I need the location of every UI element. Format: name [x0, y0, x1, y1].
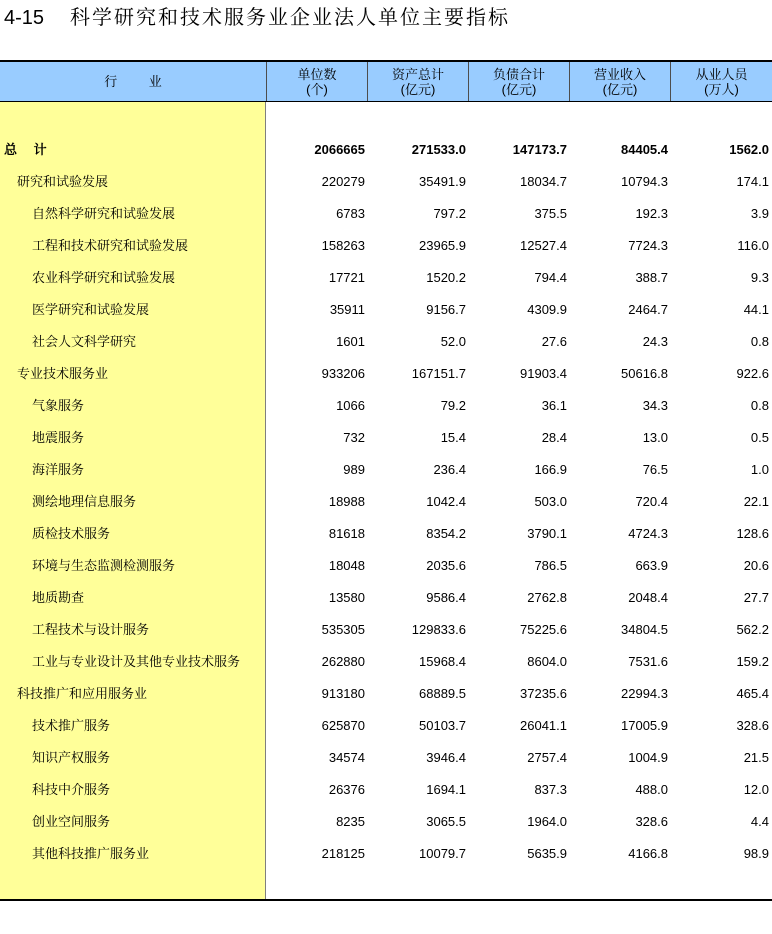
total-liabilities-value: 837.3	[534, 782, 567, 797]
table-row	[0, 358, 772, 390]
total-assets-value: 1694.1	[426, 782, 466, 797]
unit-count-value: 933206	[321, 366, 365, 381]
operating-revenue-value: 34.3	[642, 398, 668, 413]
total-liabilities-value: 18034.7	[520, 174, 567, 189]
total-liabilities-value: 8604.0	[527, 654, 567, 669]
header-total-liabilities-label: 负债合计	[492, 66, 545, 82]
total-assets-value: 3946.4	[426, 750, 466, 765]
total-liabilities-value: 27.6	[541, 334, 567, 349]
employees-value: 116.0	[737, 238, 769, 253]
total-liabilities-value: 2757.4	[527, 750, 567, 765]
operating-revenue-value: 663.9	[635, 558, 668, 573]
employees-value: 9.3	[750, 270, 769, 285]
industry-label: 地质勘查	[32, 590, 85, 605]
unit-count-value: 13580	[328, 590, 365, 605]
employees-value: 21.5	[743, 750, 769, 765]
total-liabilities-value: 12527.4	[520, 238, 567, 253]
table-row	[0, 230, 772, 262]
total-liabilities-value: 503.0	[534, 494, 567, 509]
industry-label: 知识产权服务	[32, 750, 111, 765]
total-assets-value: 50103.7	[419, 718, 466, 733]
employees-value: 465.4	[736, 686, 769, 701]
industry-label: 医学研究和试验发展	[32, 302, 150, 317]
total-liabilities-value: 28.4	[541, 430, 567, 445]
industry-label: 测绘地理信息服务	[32, 494, 137, 509]
header-unit-count	[266, 62, 367, 101]
unit-count-value: 218125	[321, 846, 365, 861]
operating-revenue-value: 720.4	[635, 494, 668, 509]
total-liabilities-value: 794.4	[534, 270, 567, 285]
total-assets-value: 129833.6	[411, 622, 466, 637]
unit-count-value: 8235	[336, 814, 365, 829]
employees-value: 0.8	[750, 334, 769, 349]
total-liabilities-value: 26041.1	[520, 718, 567, 733]
operating-revenue-value: 1004.9	[628, 750, 668, 765]
employees-value: 1.0	[750, 462, 769, 477]
total-assets-value: 2035.6	[426, 558, 466, 573]
industry-label: 工程技术与设计服务	[32, 622, 150, 637]
operating-revenue-value: 22994.3	[621, 686, 668, 701]
unit-count-value: 262880	[321, 654, 365, 669]
table-row	[0, 454, 772, 486]
total-assets-value: 1520.2	[426, 270, 466, 285]
industry-label: 农业科学研究和试验发展	[32, 270, 176, 285]
header-employees	[670, 62, 772, 101]
table-row	[0, 198, 772, 230]
header-operating-revenue-unit: (亿元)	[602, 81, 638, 97]
unit-count-value: 6783	[336, 206, 365, 221]
unit-count-value: 2066665	[314, 142, 365, 157]
industry-label: 研究和试验发展	[17, 174, 109, 189]
operating-revenue-value: 13.0	[642, 430, 668, 445]
industry-label: 工程和技术研究和试验发展	[32, 238, 189, 253]
employees-value: 0.8	[750, 398, 769, 413]
unit-count-value: 18048	[328, 558, 365, 573]
table-row	[0, 422, 772, 454]
industry-label: 总 计	[4, 142, 47, 157]
employees-value: 128.6	[736, 526, 769, 541]
total-assets-value: 15968.4	[419, 654, 466, 669]
total-liabilities-value: 2762.8	[527, 590, 567, 605]
table-row	[0, 678, 772, 710]
table-row	[0, 390, 772, 422]
total-liabilities-value: 147173.7	[512, 142, 567, 157]
operating-revenue-value: 2464.7	[628, 302, 668, 317]
operating-revenue-value: 7724.3	[628, 238, 668, 253]
unit-count-value: 625870	[321, 718, 365, 733]
operating-revenue-value: 4724.3	[628, 526, 668, 541]
table-row	[0, 518, 772, 550]
operating-revenue-value: 488.0	[635, 782, 668, 797]
employees-value: 3.9	[750, 206, 769, 221]
table-body	[0, 134, 772, 870]
total-assets-value: 3065.5	[426, 814, 466, 829]
table-row	[0, 166, 772, 198]
unit-count-value: 989	[343, 462, 365, 477]
total-liabilities-value: 786.5	[534, 558, 567, 573]
total-assets-value: 79.2	[440, 398, 466, 413]
operating-revenue-value: 17005.9	[621, 718, 668, 733]
operating-revenue-value: 84405.4	[621, 142, 668, 157]
unit-count-value: 81618	[328, 526, 365, 541]
table-title-text: 科学研究和技术服务业企业法人单位主要指标	[70, 7, 510, 29]
total-assets-value: 271533.0	[411, 142, 466, 157]
total-liabilities-value: 4309.9	[527, 302, 567, 317]
unit-count-value: 158263	[321, 238, 365, 253]
header-employees-label: 从业人员	[695, 66, 748, 82]
header-total-assets-label: 资产总计	[391, 66, 444, 82]
header-unit-count-unit: (个)	[306, 81, 328, 97]
industry-label: 自然科学研究和试验发展	[32, 206, 176, 221]
table-row	[0, 838, 772, 870]
total-assets-value: 52.0	[440, 334, 466, 349]
employees-value: 0.5	[750, 430, 769, 445]
total-assets-value: 35491.9	[419, 174, 466, 189]
unit-count-value: 17721	[328, 270, 365, 285]
industry-label: 气象服务	[32, 398, 85, 413]
operating-revenue-value: 24.3	[642, 334, 668, 349]
total-assets-value: 15.4	[440, 430, 466, 445]
total-liabilities-value: 166.9	[534, 462, 567, 477]
industry-label: 技术推广服务	[32, 718, 111, 733]
total-liabilities-value: 5635.9	[527, 846, 567, 861]
operating-revenue-value: 4166.8	[628, 846, 668, 861]
table-row	[0, 774, 772, 806]
industry-label: 社会人文科学研究	[32, 334, 137, 349]
industry-label: 创业空间服务	[32, 814, 111, 829]
operating-revenue-value: 328.6	[635, 814, 668, 829]
employees-value: 174.1	[736, 174, 769, 189]
total-liabilities-value: 3790.1	[527, 526, 567, 541]
employees-value: 922.6	[736, 366, 769, 381]
table-row	[0, 646, 772, 678]
total-liabilities-value: 75225.6	[520, 622, 567, 637]
table-header	[0, 62, 772, 101]
table-row	[0, 710, 772, 742]
industry-label: 环境与生态监测检测服务	[32, 558, 176, 573]
unit-count-value: 34574	[328, 750, 365, 765]
table-title	[4, 6, 510, 30]
total-assets-value: 167151.7	[411, 366, 466, 381]
header-total-liabilities-unit: (亿元)	[501, 81, 537, 97]
unit-count-value: 220279	[321, 174, 365, 189]
header-total-assets	[367, 62, 468, 101]
industry-label: 地震服务	[32, 430, 85, 445]
total-assets-value: 10079.7	[419, 846, 466, 861]
industry-label: 海洋服务	[32, 462, 85, 477]
unit-count-value: 1066	[336, 398, 365, 413]
employees-value: 20.6	[743, 558, 769, 573]
employees-value: 98.9	[743, 846, 769, 861]
table-row	[0, 550, 772, 582]
total-assets-value: 68889.5	[419, 686, 466, 701]
table-row	[0, 806, 772, 838]
total-liabilities-value: 37235.6	[520, 686, 567, 701]
employees-value: 22.1	[743, 494, 769, 509]
header-total-assets-unit: (亿元)	[400, 81, 436, 97]
unit-count-value: 1601	[336, 334, 365, 349]
total-liabilities-value: 375.5	[534, 206, 567, 221]
employees-value: 27.7	[743, 590, 769, 605]
operating-revenue-value: 7531.6	[628, 654, 668, 669]
table-row-total	[0, 134, 772, 166]
industry-label: 专业技术服务业	[17, 366, 109, 381]
industry-label: 工业与专业设计及其他专业技术服务	[32, 654, 241, 669]
bottom-rule	[0, 899, 772, 901]
employees-value: 328.6	[736, 718, 769, 733]
total-liabilities-value: 91903.4	[520, 366, 567, 381]
industry-label: 其他科技推广服务业	[32, 846, 150, 861]
table-row	[0, 614, 772, 646]
total-assets-value: 8354.2	[426, 526, 466, 541]
operating-revenue-value: 10794.3	[621, 174, 668, 189]
operating-revenue-value: 76.5	[642, 462, 668, 477]
table-row	[0, 294, 772, 326]
operating-revenue-value: 34804.5	[621, 622, 668, 637]
unit-count-value: 732	[343, 430, 365, 445]
total-assets-value: 23965.9	[419, 238, 466, 253]
total-assets-value: 1042.4	[426, 494, 466, 509]
table-row	[0, 742, 772, 774]
operating-revenue-value: 2048.4	[628, 590, 668, 605]
employees-value: 562.2	[736, 622, 769, 637]
header-industry	[0, 62, 266, 101]
unit-count-value: 913180	[321, 686, 365, 701]
industry-label: 质检技术服务	[32, 526, 111, 541]
total-assets-value: 797.2	[433, 206, 466, 221]
employees-value: 159.2	[736, 654, 769, 669]
employees-value: 4.4	[750, 814, 769, 829]
header-operating-revenue-label: 营业收入	[593, 66, 646, 82]
total-assets-value: 9156.7	[426, 302, 466, 317]
header-industry-label: 行 业	[104, 74, 162, 89]
employees-value: 44.1	[743, 302, 769, 317]
header-employees-unit: (万人)	[704, 81, 739, 97]
total-assets-value: 9586.4	[426, 590, 466, 605]
table-number: 4-15	[4, 7, 45, 29]
unit-count-value: 535305	[321, 622, 365, 637]
table-row	[0, 582, 772, 614]
unit-count-value: 35911	[329, 302, 365, 317]
industry-label: 科技推广和应用服务业	[17, 686, 148, 701]
header-operating-revenue	[569, 62, 670, 101]
employees-value: 1562.0	[729, 142, 769, 157]
unit-count-value: 26376	[328, 782, 365, 797]
operating-revenue-value: 388.7	[635, 270, 668, 285]
header-unit-count-label: 单位数	[297, 66, 337, 82]
total-liabilities-value: 36.1	[541, 398, 567, 413]
operating-revenue-value: 192.3	[635, 206, 668, 221]
table-row	[0, 262, 772, 294]
table-row	[0, 486, 772, 518]
industry-label: 科技中介服务	[32, 782, 111, 797]
table-row	[0, 326, 772, 358]
employees-value: 12.0	[743, 782, 769, 797]
total-liabilities-value: 1964.0	[527, 814, 567, 829]
operating-revenue-value: 50616.8	[621, 366, 668, 381]
total-assets-value: 236.4	[433, 462, 466, 477]
header-total-liabilities	[468, 62, 569, 101]
unit-count-value: 18988	[328, 494, 365, 509]
